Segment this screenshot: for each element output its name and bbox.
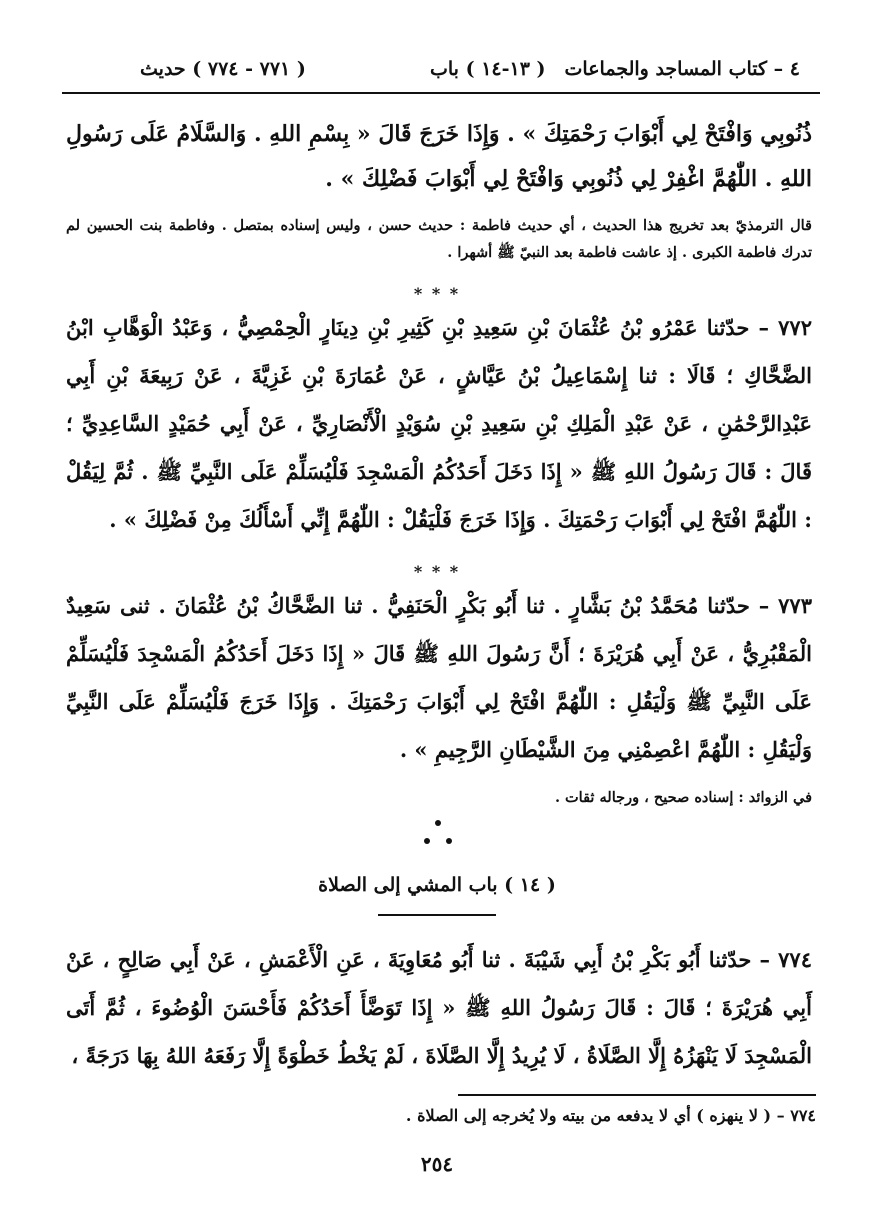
note-771: قال الترمذيّ بعد تخريج هذا الحديث ، أي حديث فاطمة : حديث حسن ، وليس إسناده بمتصل . وفاطمة بنت الحسين لم تدرك فاطمة الكبرى . إذ عاشت فاطمة بعد النبيّ ﷺ أشهرا . <box>66 217 812 261</box>
hadith-771-end: ذُنُوبِي وَافْتَحْ لِي أَبْوَابَ رَحْمَتِكَ » . وَإِذَا خَرَجَ قَالَ « بِسْمِ اللهِ . وَالسَّلَامُ عَلَى رَسُولِ اللهِ . اللّٰهُمَّ اغْفِرْ لِي ذُنُوبِي وَافْتَحْ لِي أَبْوَابَ فَضْلِكَ » . <box>66 121 812 192</box>
header-book-name: – كتاب المساجد والجماعات <box>564 58 784 80</box>
header-rule <box>62 92 820 94</box>
note-773: في الزوائد : إسناده صحيح ، ورجاله ثقات . <box>554 789 812 806</box>
header-book-title <box>565 58 800 80</box>
ornament-icon <box>418 818 458 852</box>
header-chapter-range: ( ١٣-١٤ ) باب <box>430 58 546 80</box>
hadith-773: ٧٧٣ – حدّثنا مُحَمَّدُ بْنُ بَشَّارٍ . ثنا أَبُو بَكْرٍ الْحَنَفِيُّ . ثنا الضَّحَّاكُ بْنُ عُثْمَانَ . ثنى سَعِيدٌ الْمَقْبُرِيُّ ، عَنْ أَبِي هُرَيْرَةَ ؛ أَنَّ رَسُولَ اللهِ ﷺ قَالَ « إِذَا دَخَلَ أَحَدُكُمُ الْمَسْجِدَ فَلْيُسَلِّمْ عَلَى النَّبِيِّ ﷺ وَلْيَقُلِ : اللّٰهُمَّ افْتَحْ لِي أَبْوَابَ رَحْمَتِكَ . وَإِذَا خَرَجَ فَلْيُسَلِّمْ عَلَى النَّبِيِّ وَلْيَقُلِ : اللّٰهُمَّ اعْصِمْنِي مِنَ الشَّيْطَانِ الرَّجِيمِ » . <box>66 593 812 762</box>
chapter-14-title: ( ١٤ ) باب المشي إلى الصلاة <box>318 874 556 896</box>
page-number: ٢٥٤ <box>420 1152 454 1176</box>
header-hadith-range: ( ٧٧١ - ٧٧٤ ) حديث <box>140 58 306 80</box>
hadith-774: ٧٧٤ – حدّثنا أَبُو بَكْرِ بْنُ أَبِي شَيْبَةَ . ثنا أَبُو مُعَاوِيَةَ ، عَنِ الْأَعْمَشِ ، عَنْ أَبِي صَالِحٍ ، عَنْ أَبِي هُرَيْرَةَ ؛ قَالَ : قَالَ رَسُولُ اللهِ ﷺ « إِذَا تَوَضَّأَ أَحَدُكُمْ فَأَحْسَنَ الْوُضُوءَ ، ثُمَّ أَتَى الْمَسْجِدَ لَا يَنْهَزُهُ إِلَّا الصَّلَاةُ ، لَا يُرِيدُ إِلَّا الصَّلَاةَ ، لَمْ يَخْطُ خَطْوَةً إِلَّا رَفَعَهُ اللهُ بِهَا دَرَجَةً ، <box>66 947 812 1068</box>
chapter-rule <box>378 914 496 916</box>
footnote-rule <box>458 1094 816 1096</box>
hadith-772: ٧٧٢ – حدّثنا عَمْرُو بْنُ عُثْمَانَ بْنِ سَعِيدِ بْنِ كَثِيرِ بْنِ دِينَارٍ الْحِمْصِيُّ ، وَعَبْدُ الْوَهَّابِ ابْنُ الضَّحَّاكِ ؛ قَالَا : ثنا إِسْمَاعِيلُ بْنُ عَيَّاشٍ ، عَنْ عُمَارَةَ بْنِ غَزِيَّةَ ، عَنْ رَبِيعَةَ بْنِ أَبِي عَبْدِالرَّحْمَٰنِ ، عَنْ عَبْدِ الْمَلِكِ بْنِ سَعِيدِ بْنِ سُوَيْدٍ الْأَنْصَارِيِّ ، عَنْ أَبِي حُمَيْدٍ السَّاعِدِيِّ ؛ قَالَ : قَالَ رَسُولُ اللهِ ﷺ « إِذَا دَخَلَ أَحَدُكُمُ الْمَسْجِدَ فَلْيُسَلِّمْ عَلَى النَّبِيِّ ﷺ . ثُمَّ لِيَقُلْ : اللّٰهُمَّ افْتَحْ لِي أَبْوَابَ رَحْمَتِكَ . وَإِذَا خَرَجَ فَلْيَقُلْ : اللّٰهُمَّ إِنِّي أَسْأَلُكَ مِنْ فَضْلِكَ » . <box>66 315 812 532</box>
header-book-number: ٤ <box>789 58 800 80</box>
separator-2: * * * <box>413 562 461 581</box>
running-header <box>80 50 810 84</box>
separator-1: * * * <box>413 284 461 303</box>
footnote-774: ٧٧٤ – ( لا ينهزه ) أي لا يدفعه من بيته ولا يُخرجه إلى الصلاة . <box>405 1106 816 1125</box>
